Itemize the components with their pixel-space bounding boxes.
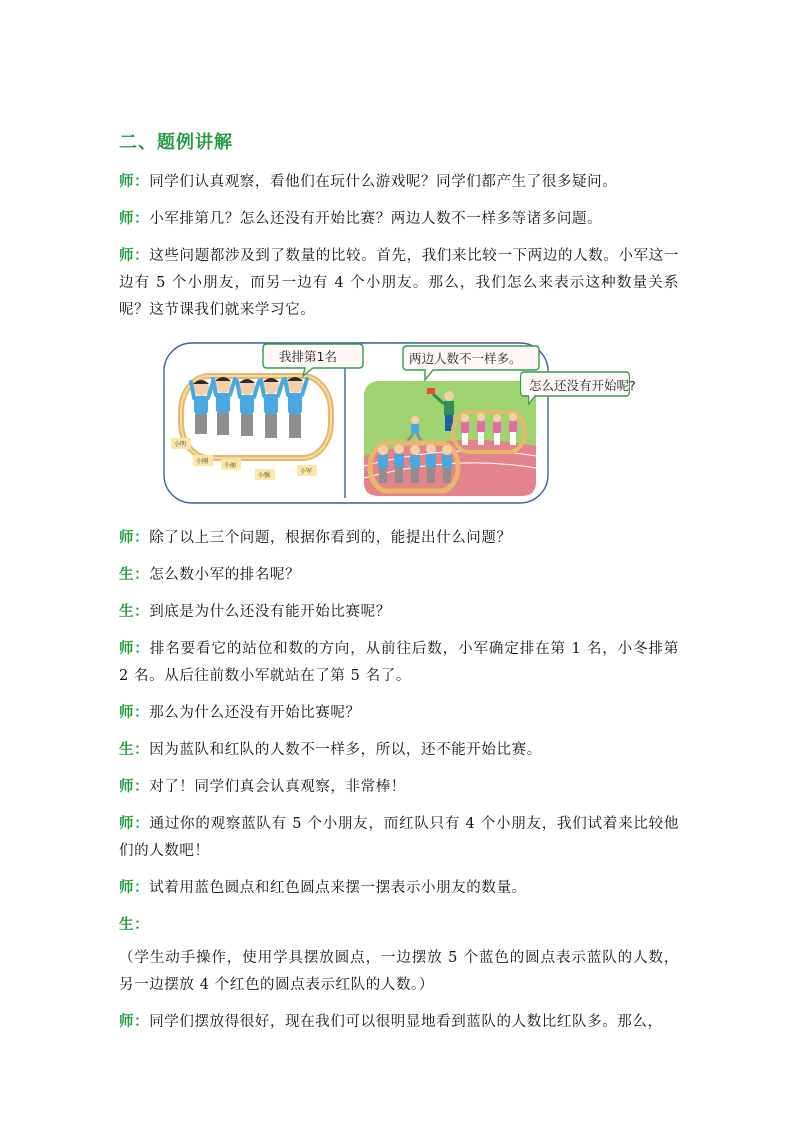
- speaker-label: 师：: [119, 247, 150, 264]
- dialogue-line: [119, 205, 679, 233]
- speaker-label: 师：: [119, 1013, 150, 1030]
- dialogue-text: 同学们摆放得很好，现在我们可以很明显地看到蓝队的人数比红队多。那么，: [149, 1014, 663, 1030]
- dialogue-line: [119, 773, 679, 801]
- name-tag-label: 小丽: [224, 462, 237, 469]
- dialogue-line: [119, 598, 679, 626]
- kid-figure: [263, 378, 279, 438]
- dialogue-line: [119, 810, 679, 865]
- speech-bubble-text: 怎么还没有开始呢?: [529, 378, 636, 393]
- dialogue-text: 除了以上三个问题，根据你看到的，能提出什么问题？: [149, 530, 512, 546]
- kid-figure: [193, 380, 209, 434]
- dialogue-line: [119, 524, 679, 552]
- name-tag-label: 小明: [174, 441, 187, 448]
- document-body: [119, 128, 679, 1045]
- kid-figure: [239, 379, 255, 436]
- flag-icon: [427, 388, 435, 394]
- speaker-label: 生：: [119, 603, 150, 620]
- dialogue-line: [119, 635, 679, 690]
- dialogue-text: 试着用蓝色圆点和红色圆点来摆一摆表示小朋友的数量。: [149, 880, 527, 896]
- speaker-label: 生：: [119, 916, 150, 933]
- dialogue-text: 这些问题都涉及到了数量的比较。首先，我们来比较一下两边的人数。小军这一边有 5 个小朋友，而另一边有 4 个小朋友。那么，我们怎么来表示这种数量关系呢？这节课我们就来学习它。: [119, 248, 680, 318]
- speaker-label: 师：: [119, 778, 150, 795]
- speaker-label: 生：: [119, 741, 150, 758]
- dialogue-text: 小军排第几？怎么还没有开始比赛？两边人数不一样多等诸多问题。: [149, 211, 603, 227]
- dialogue-line: [119, 736, 679, 764]
- dialogue-text: 因为蓝队和红队的人数不一样多，所以，还不能开始比赛。: [149, 742, 542, 758]
- dialogue-text: 同学们认真观察，看他们在玩什么游戏呢？同学们都产生了很多疑问。: [149, 174, 618, 190]
- speaker-label: 师：: [119, 815, 150, 832]
- speaker-label: 师：: [119, 210, 150, 227]
- speech-bubble-text: 两边人数不一样多。: [409, 351, 522, 366]
- dialogue-text: 怎么数小军的排名呢？: [149, 567, 301, 583]
- dialogue-line: [119, 911, 679, 939]
- name-tag-label: 小刚: [196, 458, 209, 465]
- speaker-label: 师：: [119, 529, 150, 546]
- name-tag-label: 小强: [258, 472, 271, 479]
- dialogue-line: [119, 168, 679, 196]
- right-panel: [364, 346, 636, 496]
- dialogue-text: 对了！同学们真会认真观察，非常棒！: [149, 779, 406, 795]
- dialogue-text: 排名要看它的站位和数的方向，从前往后数，小军确定排在第 1 名，小冬排第 2 名。从后往前数小军就站在了第 5 名了。: [119, 641, 679, 684]
- dialogue-text: 到底是为什么还没有能开始比赛呢？: [149, 604, 391, 620]
- speaker-label: 师：: [119, 173, 150, 190]
- speaker-label: 生：: [119, 566, 150, 583]
- kid-figure: [287, 377, 303, 438]
- illustration: [163, 338, 636, 506]
- dialogue-line: [119, 242, 679, 324]
- kid-figure: [215, 377, 231, 435]
- section-heading: 二、题例讲解: [119, 132, 233, 153]
- speech-bubble-text: 我排第1名: [279, 349, 337, 364]
- dialogue-text: 通过你的观察蓝队有 5 个小朋友，而红队只有 4 个小朋友，我们试着来比较他们的人数吧！: [119, 816, 679, 859]
- name-tag-label: 小军: [300, 468, 313, 475]
- speaker-label: 师：: [119, 704, 150, 721]
- dialogue-line: [119, 1008, 679, 1036]
- dialogue-line: [119, 699, 679, 727]
- dialogue-text: （学生动手操作，使用学具摆放圆点，一边摆放 5 个蓝色的圆点表示蓝队的人数，另一边摆放 4 个红色的圆点表示红队的人数。）: [119, 950, 679, 993]
- dialogue-text: 那么为什么还没有开始比赛呢？: [149, 705, 361, 721]
- speaker-label: 师：: [119, 879, 150, 896]
- illustration-svg: [163, 338, 636, 506]
- dialogue-line: [119, 874, 679, 902]
- activity-note: [119, 945, 679, 999]
- dialogue-line: [119, 561, 679, 589]
- speaker-label: 师：: [119, 640, 150, 657]
